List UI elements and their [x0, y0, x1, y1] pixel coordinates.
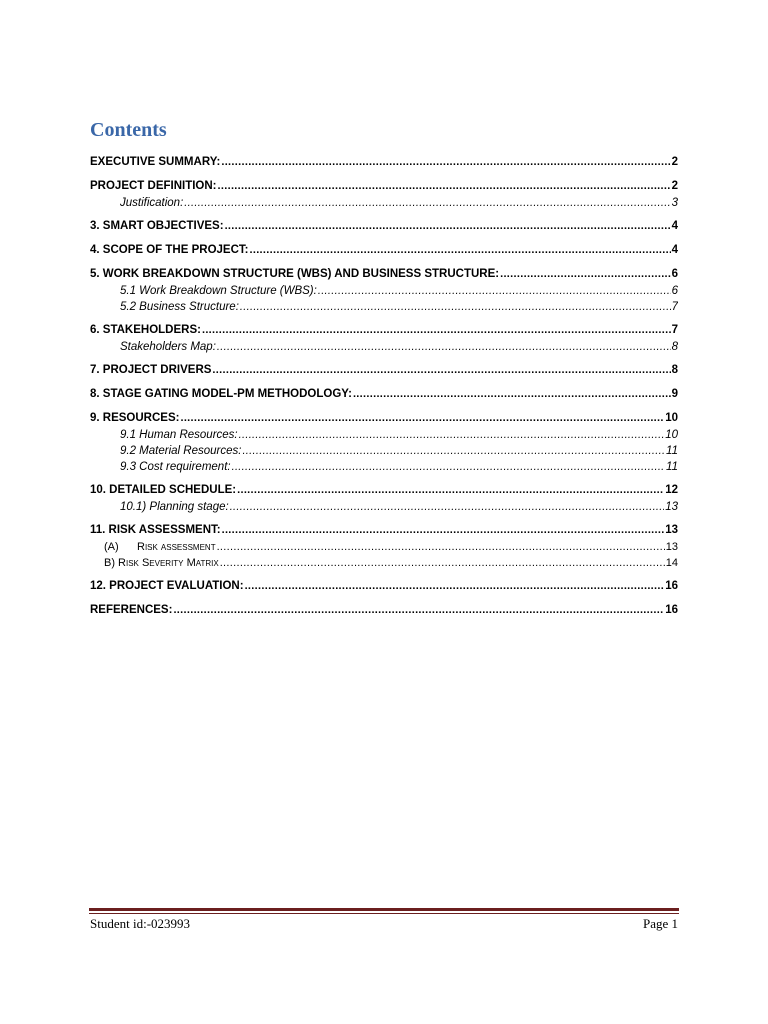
toc-entry-title: 9.1 Human Resources:: [120, 429, 238, 441]
toc-entry-page: 2: [671, 156, 678, 168]
toc-entry-project-drivers[interactable]: [90, 362, 678, 379]
toc-entry-smart-objectives[interactable]: [90, 218, 678, 235]
toc-dot-leader: [222, 525, 665, 536]
toc-entry-cost-requirement[interactable]: [90, 459, 678, 475]
toc-entry-page: 3: [671, 197, 678, 209]
toc-entry-title: EXECUTIVE SUMMARY:: [90, 156, 221, 168]
toc-dot-leader: [230, 502, 665, 513]
toc-entry-title: 5. WORK BREAKDOWN STRUCTURE (WBS) AND BUSINESS STRUCTURE:: [90, 268, 500, 280]
toc-entry-title: 12. PROJECT EVALUATION:: [90, 580, 244, 592]
toc-entry-title: 8. STAGE GATING MODEL-PM METHODOLOGY:: [90, 388, 352, 400]
toc-dot-leader: [220, 558, 665, 569]
toc-entry-title: 9.2 Material Resources:: [120, 445, 242, 457]
toc-entry-title: 6. STAKEHOLDERS:: [90, 324, 201, 336]
toc-entry-page: 6: [671, 285, 678, 297]
toc-dot-leader: [239, 430, 665, 441]
toc-dot-leader: [237, 485, 664, 496]
toc-entry-risk-severity-matrix[interactable]: [90, 555, 678, 571]
toc-entry-page: 13: [665, 524, 678, 536]
footer-student-id: Student id:-023993: [90, 916, 191, 931]
toc-entry-title: 10.1) Planning stage:: [120, 501, 229, 513]
toc-entry-risk-assessment-a[interactable]: [90, 539, 678, 555]
toc-dot-leader: [240, 302, 671, 313]
toc-entry-page: 9: [671, 388, 678, 400]
toc-entry-page: 2: [671, 180, 678, 192]
toc-entry-title: (A) Risk assessment: [104, 541, 216, 553]
toc-entry-title: Stakeholders Map:: [120, 341, 216, 353]
toc-entry-resources[interactable]: [90, 410, 678, 427]
toc-entry-wbs[interactable]: [90, 266, 678, 283]
toc-entry-executive-summary[interactable]: [90, 154, 678, 171]
toc-entry-title: Justification:: [120, 197, 184, 209]
toc-entry-page: 8: [671, 364, 678, 376]
footer-page-number: Page 1: [642, 916, 678, 931]
toc-entry-page: 4: [671, 244, 678, 256]
toc-dot-leader: [242, 446, 665, 457]
toc-dot-leader: [184, 198, 670, 209]
toc-entry-page: 12: [665, 484, 678, 496]
toc-entry-page: 16: [665, 604, 678, 616]
toc-dot-leader: [218, 181, 671, 192]
toc-dot-leader: [180, 413, 664, 424]
toc-entry-page: 16: [665, 580, 678, 592]
toc-entry-page: 13: [665, 501, 678, 513]
toc-dot-leader: [173, 605, 664, 616]
toc-entry-references[interactable]: [90, 602, 678, 619]
footer-rule-thick: [89, 908, 679, 911]
toc-dot-leader: [232, 462, 665, 473]
toc-entry-page: 11: [666, 445, 678, 457]
toc-entry-project-definition[interactable]: [90, 178, 678, 195]
toc-dot-leader: [217, 342, 671, 353]
toc-entry-material-resources[interactable]: [90, 443, 678, 459]
toc-dot-leader: [318, 286, 671, 297]
toc-dot-leader: [249, 245, 670, 256]
toc-entry-page: 13: [665, 541, 678, 553]
toc-entry-page: 4: [671, 220, 678, 232]
toc-entry-page: 7: [671, 301, 678, 313]
toc-entry-stage-gating[interactable]: [90, 386, 678, 403]
footer-rule-thin: [89, 913, 679, 914]
toc-entry-title: 9.3 Cost requirement:: [120, 461, 231, 473]
toc-dot-leader: [225, 221, 671, 232]
toc-dot-leader: [500, 269, 671, 280]
toc-entry-title: 7. PROJECT DRIVERS: [90, 364, 212, 376]
toc-entry-planning-stage[interactable]: [90, 499, 678, 515]
toc-entry-title: 5.1 Work Breakdown Structure (WBS):: [120, 285, 317, 297]
toc-entry-human-resources[interactable]: [90, 427, 678, 443]
toc-dot-leader: [353, 389, 671, 400]
table-of-contents: [90, 154, 678, 619]
toc-entry-page: 10: [665, 412, 678, 424]
toc-dot-leader: [217, 542, 665, 553]
toc-entry-page: 11: [666, 461, 678, 473]
toc-entry-page: 6: [671, 268, 678, 280]
toc-entry-title: 4. SCOPE OF THE PROJECT:: [90, 244, 249, 256]
toc-entry-title: 9. RESOURCES:: [90, 412, 180, 424]
toc-entry-detailed-schedule[interactable]: [90, 482, 678, 499]
toc-entry-title: 3. SMART OBJECTIVES:: [90, 220, 224, 232]
contents-heading: Contents: [90, 119, 167, 141]
toc-entry-title: 10. DETAILED SCHEDULE:: [90, 484, 237, 496]
toc-entry-stakeholders-map[interactable]: [90, 339, 678, 355]
toc-dot-leader: [245, 581, 665, 592]
toc-entry-title: B) Risk Severity Matrix: [104, 557, 219, 569]
toc-entry-page: 8: [671, 341, 678, 353]
toc-entry-title: 11. RISK ASSESSMENT:: [90, 524, 221, 536]
toc-entry-scope[interactable]: [90, 242, 678, 259]
toc-entry-wbs-sub[interactable]: [90, 283, 678, 299]
toc-entry-project-evaluation[interactable]: [90, 578, 678, 595]
toc-entry-title: REFERENCES:: [90, 604, 173, 616]
toc-entry-stakeholders[interactable]: [90, 322, 678, 339]
toc-dot-leader: [221, 157, 670, 168]
toc-entry-title: PROJECT DEFINITION:: [90, 180, 217, 192]
toc-dot-leader: [212, 365, 670, 376]
toc-entry-page: 10: [665, 429, 678, 441]
toc-entry-business-structure[interactable]: [90, 299, 678, 315]
toc-entry-title: 5.2 Business Structure:: [120, 301, 239, 313]
toc-entry-page: 14: [665, 557, 678, 569]
toc-entry-justification[interactable]: [90, 195, 678, 211]
toc-entry-page: 7: [671, 324, 678, 336]
toc-entry-risk-assessment[interactable]: [90, 522, 678, 539]
toc-dot-leader: [202, 325, 671, 336]
